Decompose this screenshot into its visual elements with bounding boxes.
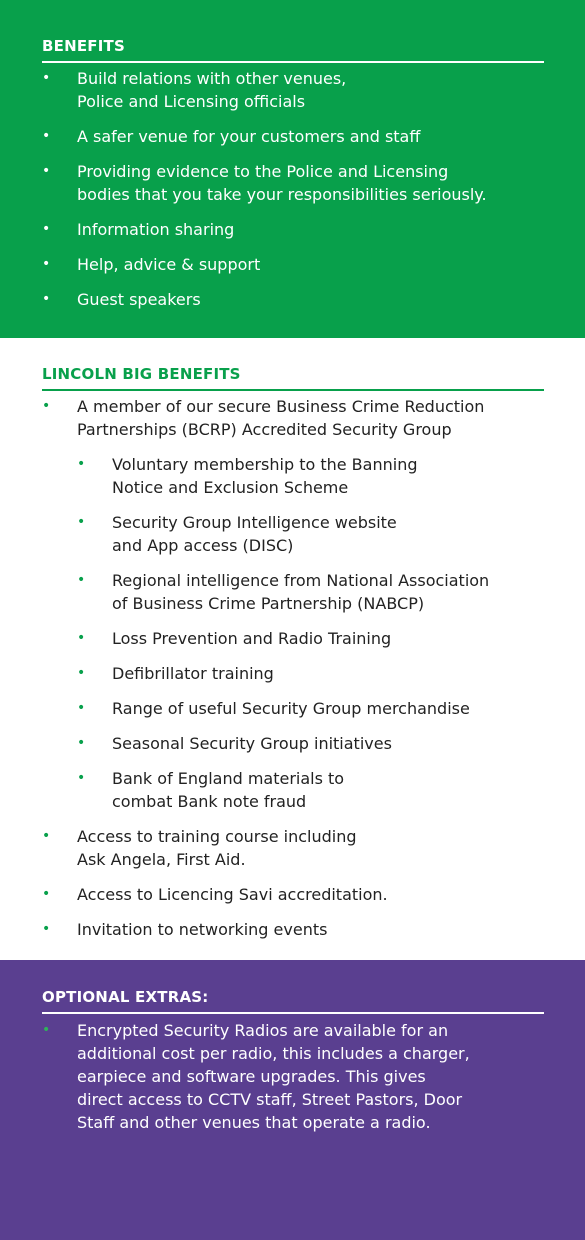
list-item-text [77, 253, 544, 276]
extras-list [42, 1019, 544, 1134]
lincoln-big-benefits-section [0, 338, 585, 960]
list-item-text [77, 883, 544, 906]
text-line: Range of useful Security Group merchandise [112, 699, 470, 718]
text-line: combat Bank note fraud [112, 792, 307, 811]
text-line: A safer venue for your customers and staff [77, 127, 421, 146]
text-line: Guest speakers [77, 290, 201, 309]
text-line: Notice and Exclusion Scheme [112, 478, 349, 497]
bullet-icon: • [77, 630, 86, 646]
list-item [77, 662, 544, 685]
list-item [42, 253, 544, 276]
list-item-text [112, 767, 544, 813]
list-item [77, 569, 544, 615]
bullet-icon: • [42, 291, 51, 307]
lincoln-heading: LINCOLN BIG BENEFITS [42, 364, 544, 391]
text-line: of Business Crime Partnership (NABCP) [112, 594, 425, 613]
list-item-text [112, 662, 544, 685]
list-item-text [112, 732, 544, 755]
text-line: Ask Angela, First Aid. [77, 850, 246, 869]
bullet-icon: • [77, 514, 86, 530]
extras-heading: OPTIONAL EXTRAS: [42, 987, 544, 1014]
bullet-icon: • [77, 572, 86, 588]
text-line: Partnerships (BCRP) Accredited Security Group [77, 420, 452, 439]
list-item-text [77, 918, 544, 941]
text-line: Providing evidence to the Police and Licensing [77, 162, 449, 181]
text-line: Encrypted Security Radios are available for an [77, 1021, 449, 1040]
list-item-text [112, 453, 544, 499]
text-line: and App access (DISC) [112, 536, 294, 555]
text-line: Police and Licensing officials [77, 92, 306, 111]
text-line: earpiece and software upgrades. This gives [77, 1067, 426, 1086]
text-line: Bank of England materials to [112, 769, 345, 788]
list-item [42, 160, 544, 206]
list-item-text [112, 569, 544, 615]
list-item [77, 453, 544, 499]
text-line: direct access to CCTV staff, Street Pastors, Door [77, 1090, 463, 1109]
list-item [42, 825, 544, 871]
text-line: additional cost per radio, this includes a charger, [77, 1044, 470, 1063]
list-item-text [112, 697, 544, 720]
bullet-icon: • [42, 398, 51, 414]
list-item-text [77, 218, 544, 241]
bullet-icon: • [42, 828, 51, 844]
text-line: A member of our secure Business Crime Reduction [77, 397, 485, 416]
text-line: Build relations with other venues, [77, 69, 347, 88]
benefits-list [42, 67, 544, 311]
list-item [42, 288, 544, 311]
lincoln-benefits-list [42, 395, 544, 813]
list-item [42, 883, 544, 906]
benefits-section [0, 0, 585, 338]
bullet-icon: • [42, 1022, 51, 1038]
list-item-text [112, 511, 544, 557]
list-item-text [77, 1019, 544, 1134]
list-item-text [77, 825, 544, 871]
bullet-icon: • [42, 256, 51, 272]
list-item [42, 67, 544, 113]
list-item-text [112, 627, 544, 650]
list-item-text [77, 160, 544, 206]
list-item [42, 1019, 544, 1134]
text-line: Information sharing [77, 220, 235, 239]
text-line: Defibrillator training [112, 664, 274, 683]
bullet-icon: • [77, 665, 86, 681]
list-item [77, 767, 544, 813]
lincoln-sub-list [77, 453, 544, 813]
bullet-icon: • [42, 70, 51, 86]
bullet-icon: • [42, 886, 51, 902]
text-line: bodies that you take your responsibilities seriously. [77, 185, 487, 204]
text-line: Loss Prevention and Radio Training [112, 629, 392, 648]
bullet-icon: • [42, 128, 51, 144]
text-line: Regional intelligence from National Association [112, 571, 490, 590]
list-item-text [77, 288, 544, 311]
list-item [77, 627, 544, 650]
benefits-heading: BENEFITS [42, 36, 544, 63]
bullet-icon: • [77, 770, 86, 786]
text-line: Access to training course including [77, 827, 357, 846]
lincoln-more-list [42, 825, 544, 941]
text-line: Security Group Intelligence website [112, 513, 397, 532]
list-item [42, 218, 544, 241]
list-item-text [77, 67, 544, 113]
text-line: Staff and other venues that operate a radio. [77, 1113, 431, 1132]
bullet-icon: • [77, 456, 86, 472]
bullet-icon: • [42, 221, 51, 237]
list-item [42, 125, 544, 148]
list-item [42, 918, 544, 941]
text-line: Seasonal Security Group initiatives [112, 734, 392, 753]
list-item [77, 697, 544, 720]
bullet-icon: • [42, 163, 51, 179]
bullet-icon: • [42, 921, 51, 937]
text-line: Voluntary membership to the Banning [112, 455, 418, 474]
text-line: Help, advice & support [77, 255, 261, 274]
list-item [42, 395, 544, 813]
text-line: Invitation to networking events [77, 920, 328, 939]
optional-extras-section [0, 960, 585, 1240]
list-item-text [77, 395, 544, 441]
list-item-text [77, 125, 544, 148]
bullet-icon: • [77, 735, 86, 751]
text-line: Access to Licencing Savi accreditation. [77, 885, 388, 904]
list-item [77, 732, 544, 755]
list-item [77, 511, 544, 557]
bullet-icon: • [77, 700, 86, 716]
